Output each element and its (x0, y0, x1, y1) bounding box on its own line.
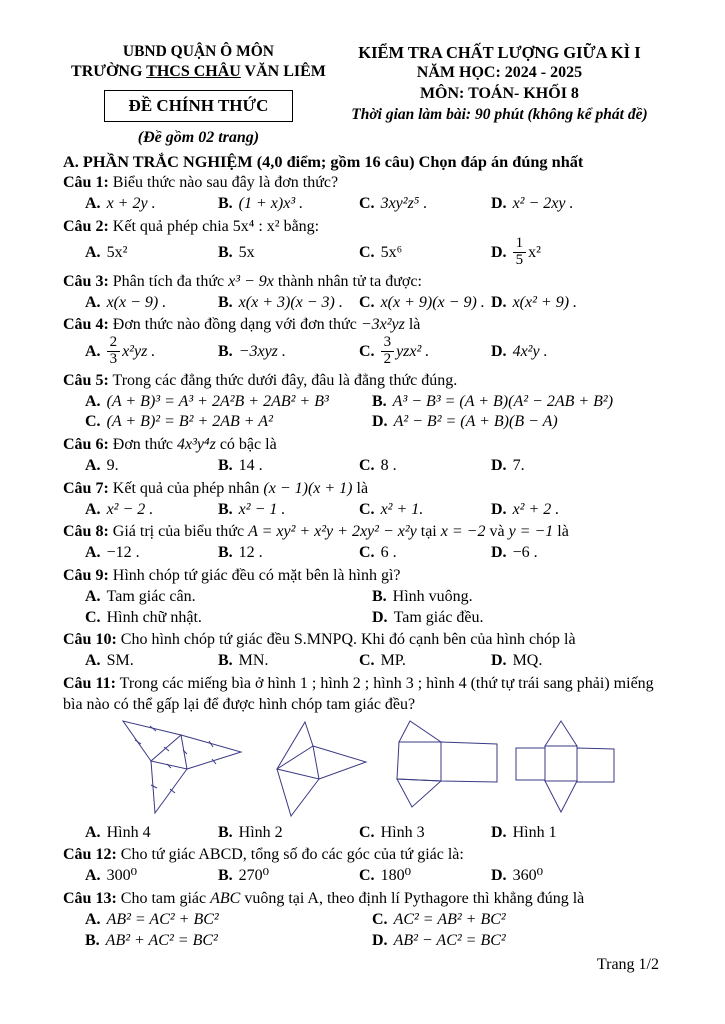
school-name: TRƯỜNG THCS CHÂU VĂN LIÊM (71, 63, 326, 81)
question-11 (63, 674, 665, 843)
option-label: C. (359, 823, 375, 841)
answer-option-D: D. x² − 2xy . (491, 194, 574, 212)
question-2 (63, 217, 665, 270)
fraction: $\frac{2}{3}$ (107, 335, 121, 368)
option-label: C. (359, 544, 375, 562)
option-label: C. (359, 500, 375, 518)
answer-option-C: C. 180⁰ (359, 867, 411, 885)
answer-option-D: D. Hình 1 (491, 823, 557, 841)
option-label: C. (359, 244, 375, 262)
answer-option-C: C. AC² = AB² + BC² (372, 910, 506, 928)
question-label: Câu 2: (63, 217, 109, 235)
answer-option-B: B. 270⁰ (218, 867, 270, 885)
answer-option-D: D. $\frac{1}{5}$ x² (491, 235, 541, 269)
option-label: A. (85, 293, 101, 311)
answer-option-B: B. A³ − B³ = (A + B)(A² − 2AB + B²) (372, 392, 614, 410)
question-4 (63, 315, 665, 368)
exam-duration: Thời gian làm bài: 90 phút (không kể phát đề) (351, 106, 648, 124)
answer-option-B: B. x(x + 3)(x − 3) . (218, 293, 343, 311)
answer-option-D: D. 360⁰ (491, 867, 543, 885)
question-6 (63, 435, 665, 477)
option-label: A. (85, 652, 101, 670)
official-exam-box: ĐỀ CHÍNH THỨC (104, 90, 294, 122)
answer-option-B: B. (1 + x)x³ . (218, 194, 304, 212)
question-label: Câu 13: (63, 889, 117, 907)
fraction: $\frac{3}{2}$ (381, 335, 395, 368)
question-label: Câu 4: (63, 316, 109, 334)
question-stem: Giá trị của biểu thức A = xy² + x²y + 2xy² − x²y tại x = −2 và y = −1 là (112, 523, 569, 541)
answer-option-C: C. MP. (359, 652, 406, 670)
option-label: D. (491, 652, 507, 670)
answer-option-D: D. 7. (491, 456, 525, 474)
answer-option-D: D. Tam giác đều. (372, 608, 484, 626)
question-7-options (63, 500, 665, 521)
option-label: B. (218, 544, 233, 562)
answer-option-D: D. A² − B² = (A + B)(B − A) (372, 413, 558, 431)
question-12 (63, 845, 665, 887)
question-10 (63, 630, 665, 672)
option-label: A. (85, 867, 101, 885)
answer-option-C: C. 6 . (359, 544, 397, 562)
option-label: C. (359, 456, 375, 474)
question-stem: Hình chóp tứ giác đều có mặt bên là hình gì? (112, 566, 401, 584)
exam-figures-row (115, 719, 665, 821)
exam-title: KIỂM TRA CHẤT LƯỢNG GIỮA KÌ I (358, 43, 641, 62)
answer-option-A: A. 9. (85, 456, 119, 474)
school-year: NĂM HỌC: 2024 - 2025 (416, 64, 583, 82)
option-label: D. (372, 413, 388, 431)
question-stem: Cho hình chóp tứ giác đều S.MNPQ. Khi đó cạnh bên của hình chóp là (120, 631, 576, 649)
question-label: Câu 10: (63, 631, 117, 649)
net-figure-1 (115, 719, 247, 819)
answer-option-B: B. 12 . (218, 544, 263, 562)
answer-option-A: A. x(x − 9) . (85, 293, 167, 311)
answer-option-C: C. 5x⁶ (359, 244, 403, 262)
question-9 (63, 566, 665, 628)
header-left (63, 42, 334, 149)
answer-option-A: A. SM. (85, 652, 134, 670)
question-stem: Kết quả phép chia 5x⁴ : x² bằng: (112, 217, 320, 235)
option-label: B. (218, 343, 233, 361)
question-label: Câu 12: (63, 846, 117, 864)
option-label: D. (491, 544, 507, 562)
option-label: A. (85, 392, 101, 410)
issuing-authority: UBND QUẬN Ô MÔN (122, 43, 274, 60)
question-stem: Cho tứ giác ABCD, tổng số đo các góc của tứ giác là: (120, 846, 464, 864)
option-label: C. (359, 194, 375, 212)
question-11-options (63, 823, 665, 844)
answer-option-B: B. Hình 2 (218, 823, 283, 841)
answer-option-A: A. $\frac{2}{3}$ x²yz . (85, 334, 156, 368)
answer-option-B: B. AB² + AC² = BC² (85, 931, 218, 949)
answer-option-D: D. −6 . (491, 544, 538, 562)
answer-option-D: D. 4x²y . (491, 343, 548, 361)
question-label: Câu 1: (63, 174, 109, 191)
option-label: B. (85, 931, 100, 949)
net-figure-2 (263, 719, 368, 819)
answer-option-B: B. 5x (218, 244, 255, 262)
option-label: B. (218, 500, 233, 518)
option-label: D. (491, 293, 507, 311)
option-label: C. (359, 293, 375, 311)
answer-option-C: C. Hình chữ nhật. (85, 608, 202, 626)
option-label: D. (491, 867, 507, 885)
question-8-options (63, 543, 665, 564)
question-stem: Đơn thức 4x³y⁴z có bậc là (112, 436, 277, 454)
question-8 (63, 522, 665, 564)
question-2-options (63, 237, 665, 270)
question-7 (63, 479, 665, 521)
question-stem: Cho tam giác ABC vuông tại A, theo định lí Pythagore thì khẳng đúng là (120, 889, 585, 907)
answer-option-C: C. 8 . (359, 456, 397, 474)
question-1 (63, 173, 665, 215)
question-label: Câu 3: (63, 272, 109, 290)
option-label: B. (218, 456, 233, 474)
option-label: D. (372, 608, 388, 626)
answer-option-C: C. x(x + 9)(x − 9) . (359, 293, 485, 311)
page-number: Trang 1/2 (596, 956, 659, 974)
option-label: A. (85, 244, 101, 262)
answer-option-D: D. MQ. (491, 652, 543, 670)
answer-option-B: B. MN. (218, 652, 269, 670)
option-label: B. (372, 392, 387, 410)
question-stem: Phân tích đa thức x³ − 9x thành nhân tử ta được: (112, 272, 422, 290)
question-stem: Trong các đẳng thức dưới đây, đâu là đẳng thức đúng. (112, 371, 458, 389)
question-6-options (63, 456, 665, 477)
question-10-options (63, 651, 665, 672)
answer-option-A: A. 5x² (85, 244, 128, 262)
option-label: A. (85, 456, 101, 474)
option-label: A. (85, 587, 101, 605)
question-label: Câu 6: (63, 436, 109, 454)
answer-option-A: A. 300⁰ (85, 867, 137, 885)
option-label: B. (218, 244, 233, 262)
option-label: C. (359, 343, 375, 361)
option-label: B. (218, 867, 233, 885)
answer-option-C: C. 3xy²z⁵ . (359, 194, 428, 212)
option-label: D. (491, 244, 507, 262)
option-label: C. (359, 652, 375, 670)
answer-option-C: C. x² + 1. (359, 500, 424, 518)
answer-option-B: B. −3xyz . (218, 343, 286, 361)
option-label: D. (491, 823, 507, 841)
question-label: Câu 5: (63, 371, 109, 389)
question-label: Câu 7: (63, 479, 109, 497)
answer-option-D: D. x(x² + 9) . (491, 293, 578, 311)
question-stem: Kết quả của phép nhân (x − 1)(x + 1) là (112, 479, 369, 497)
option-label: D. (491, 194, 507, 212)
option-label: A. (85, 823, 101, 841)
option-label: A. (85, 910, 101, 928)
option-label: D. (491, 343, 507, 361)
option-label: C. (372, 910, 388, 928)
header-right (334, 42, 665, 149)
question-label: Câu 9: (63, 566, 109, 584)
answer-option-D: D. AB² − AC² = BC² (372, 931, 506, 949)
question-stem: Biểu thức nào sau đây là đơn thức? (112, 174, 339, 191)
option-label: A. (85, 544, 101, 562)
answer-option-B: B. Hình vuông. (372, 587, 473, 605)
answer-option-D: D. x² + 2 . (491, 500, 560, 518)
option-label: C. (359, 867, 375, 885)
answer-option-C: C. (A + B)² = B² + 2AB + A² (85, 413, 273, 431)
option-label: B. (218, 293, 233, 311)
answer-option-B: B. 14 . (218, 456, 263, 474)
question-13 (63, 889, 665, 951)
question-1-options (63, 194, 665, 215)
answer-option-C: C. Hình 3 (359, 823, 425, 841)
option-label: D. (372, 931, 388, 949)
option-label: D. (491, 500, 507, 518)
answer-option-C: C. $\frac{3}{2}$ yzx² . (359, 334, 430, 368)
option-label: B. (218, 194, 233, 212)
answer-option-A: A. Hình 4 (85, 823, 151, 841)
option-label: A. (85, 343, 101, 361)
question-3-options (63, 293, 665, 314)
question-5 (63, 371, 665, 433)
option-label: A. (85, 500, 101, 518)
option-label: A. (85, 194, 101, 212)
option-label: C. (85, 608, 101, 626)
header (63, 42, 665, 149)
option-label: C. (85, 413, 101, 431)
fraction: $\frac{1}{5}$ (513, 236, 527, 269)
answer-option-A: A. Tam giác cân. (85, 587, 196, 605)
question-4-options (63, 336, 665, 369)
question-13-options (63, 910, 665, 952)
question-3 (63, 272, 665, 314)
option-label: D. (491, 456, 507, 474)
question-stem: Đơn thức nào đồng dạng với đơn thức −3x²yz là (112, 316, 421, 334)
answer-option-A: A. AB² = AC² + BC² (85, 910, 219, 928)
pages-note: (Đề gồm 02 trang) (137, 129, 260, 147)
net-figure-3 (384, 719, 499, 811)
question-5-options (63, 392, 665, 434)
option-label: B. (218, 652, 233, 670)
subject-grade: MÔN: TOÁN- KHỐI 8 (419, 85, 579, 103)
question-label: Câu 8: (63, 523, 109, 541)
option-label: B. (372, 587, 387, 605)
option-label: B. (218, 823, 233, 841)
answer-option-A: A. −12 . (85, 544, 140, 562)
answer-option-B: B. x² − 1 . (218, 500, 286, 518)
question-stem: Trong các miếng bìa ở hình 1 ; hình 2 ; hình 3 ; hình 4 (thứ tự trái sang phải) miếng bìa nào có thể gấp lại để được hình chóp tam giác đều? (63, 674, 654, 713)
question-label: Câu 11: (63, 674, 116, 692)
answer-option-A: A. (A + B)³ = A³ + 2A²B + 2AB² + B³ (85, 392, 329, 410)
answer-option-A: A. x + 2y . (85, 194, 156, 212)
section-a-heading: A. PHẦN TRẮC NGHIỆM (4,0 điểm; gồm 16 câu) Chọn đáp án đúng nhất (63, 151, 584, 171)
question-9-options (63, 587, 665, 629)
answer-option-A: A. x² − 2 . (85, 500, 154, 518)
question-12-options (63, 866, 665, 887)
net-figure-4 (515, 719, 615, 815)
